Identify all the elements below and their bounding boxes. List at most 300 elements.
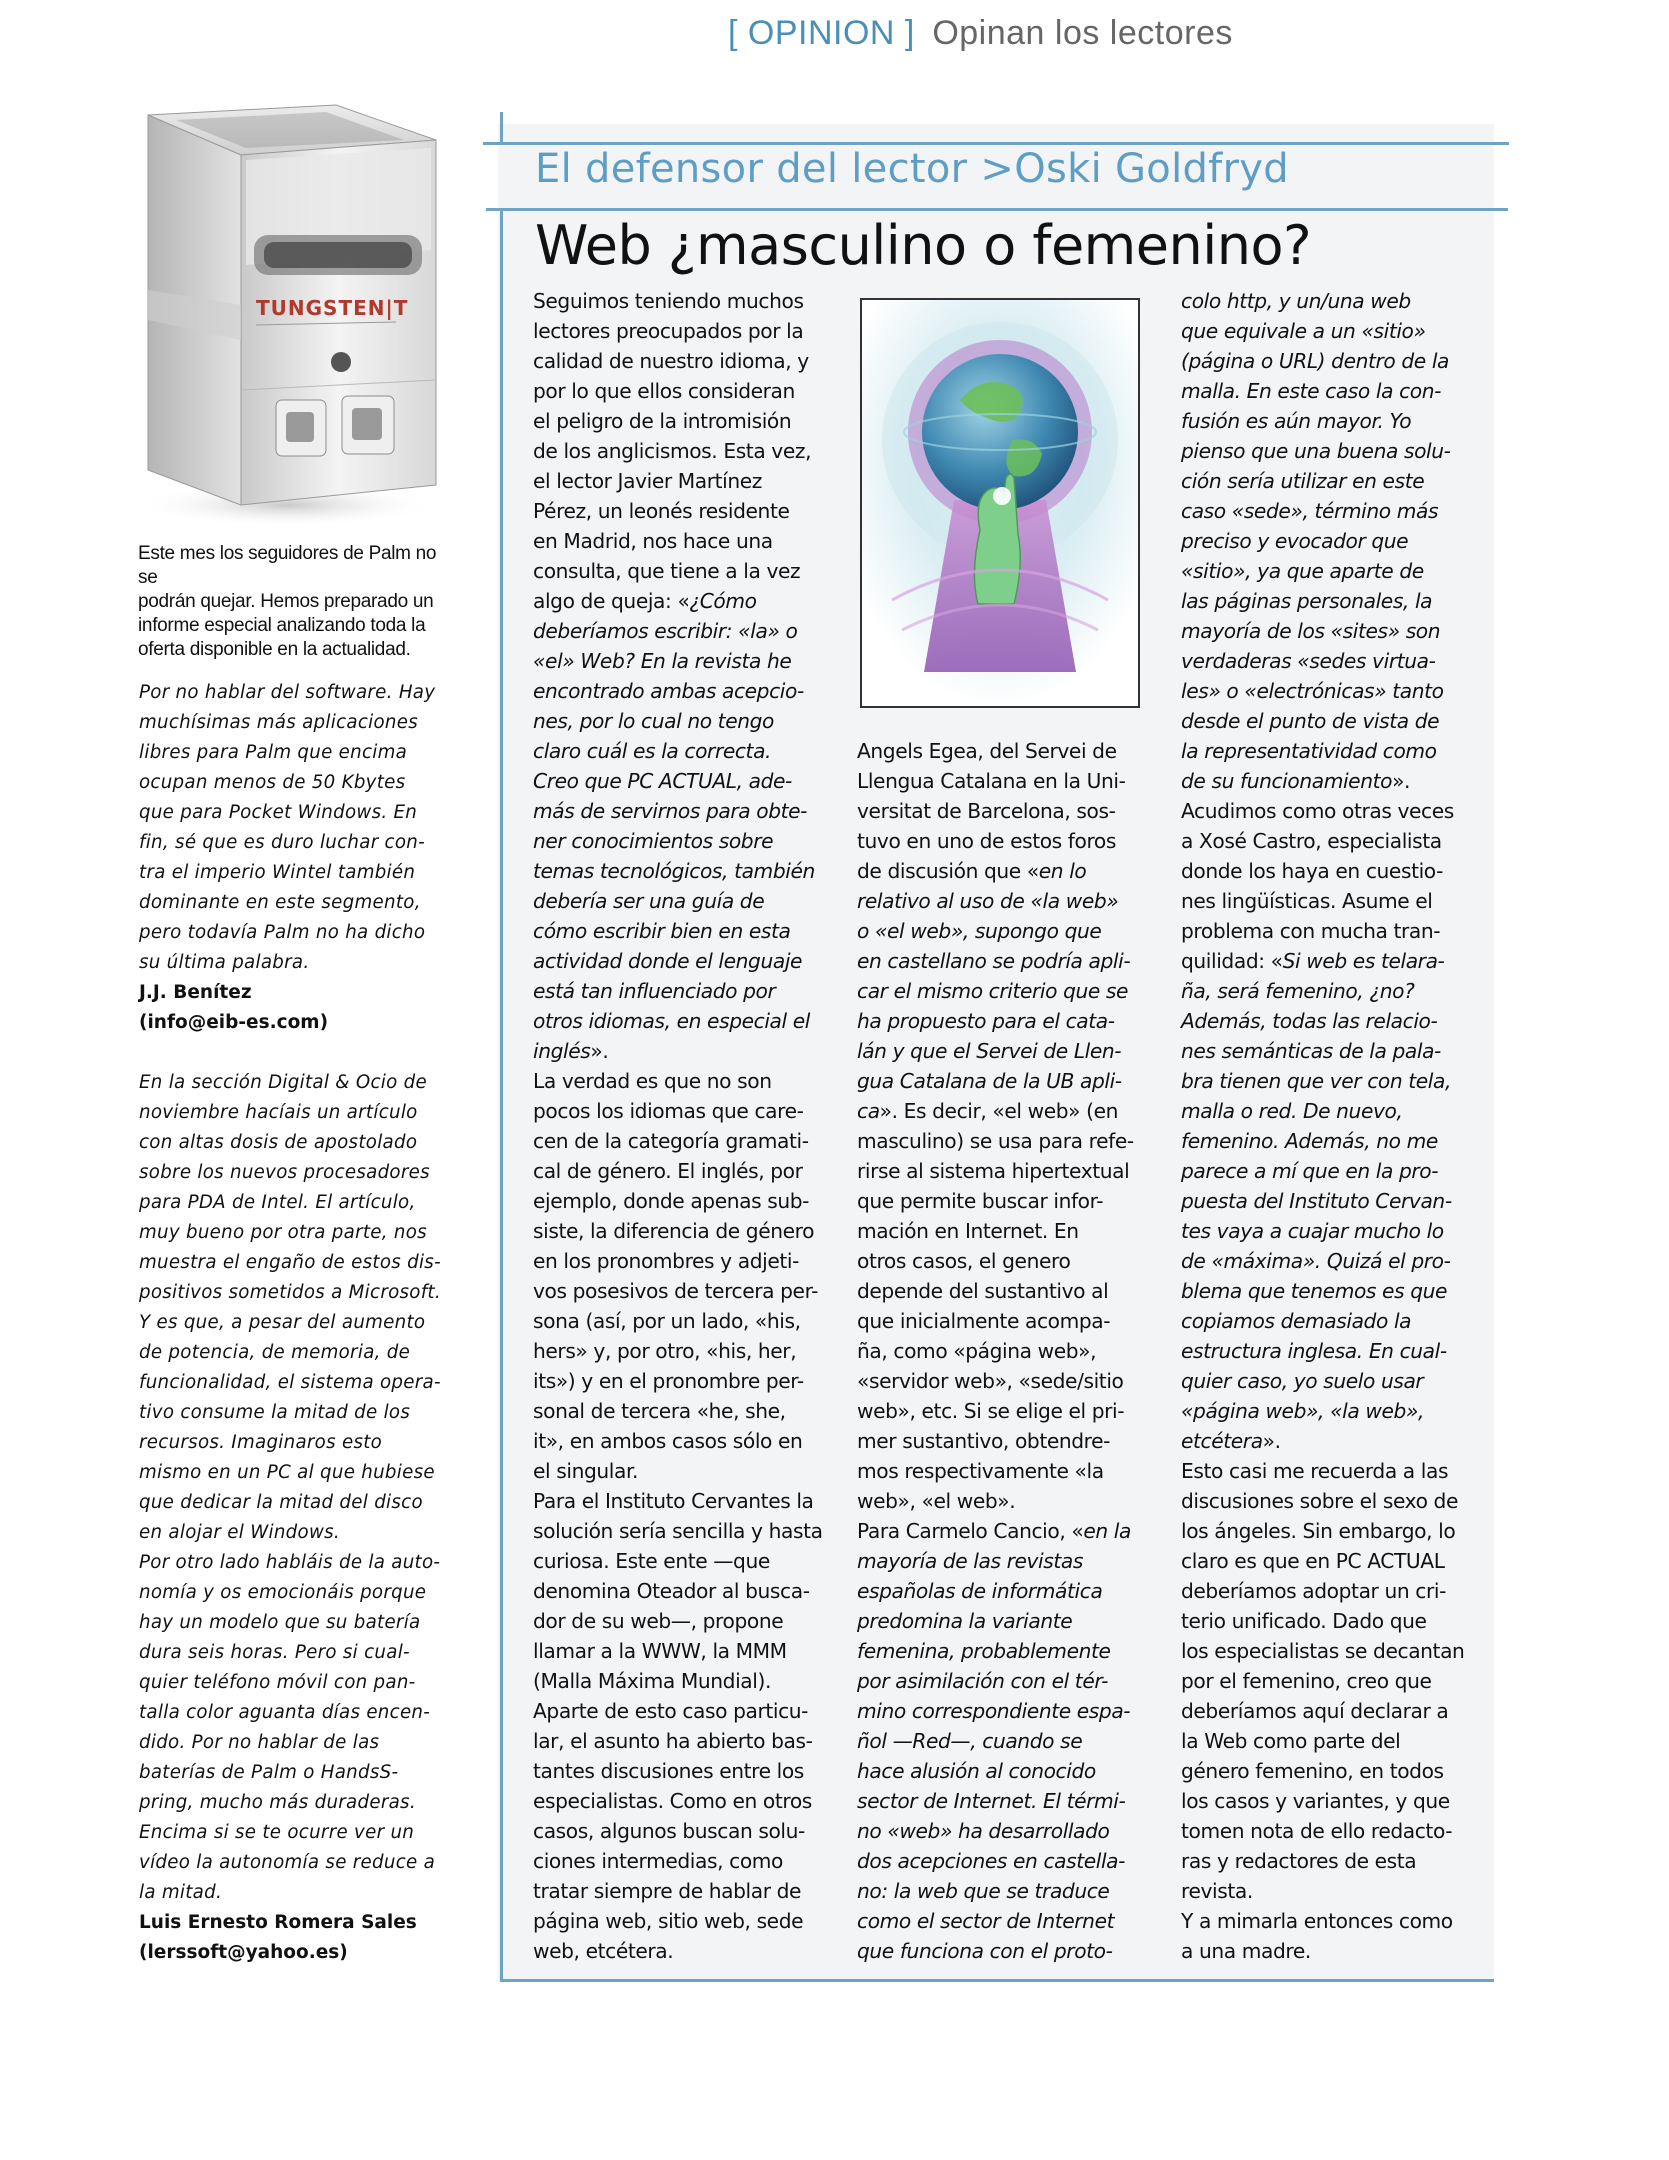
article-line-text: Seguimos teniendo muchos [533, 289, 804, 313]
article-line [1181, 1276, 1477, 1306]
article-line-text: Angels Egea, del Servei de [857, 739, 1117, 763]
letter-line: de potencia, de memoria, de [139, 1342, 411, 1363]
article-line [1181, 1816, 1477, 1846]
letter-line: En la sección Digital & Ocio de [139, 1072, 427, 1093]
article-line [1181, 406, 1477, 436]
article-line-text: car el mismo criterio que se [857, 979, 1129, 1003]
article-line-text: gua Catalana de la UB apli- [857, 1069, 1122, 1093]
article-line-tail: ¿Cómo [689, 589, 757, 613]
article-line [857, 976, 1149, 1006]
article-line [857, 1246, 1149, 1276]
article-line [1181, 1096, 1477, 1126]
article-line [1181, 796, 1477, 826]
article-line-text: que funciona con el proto- [857, 1939, 1113, 1963]
article-line [1181, 346, 1477, 376]
article-line [533, 1606, 825, 1636]
article-line [857, 946, 1149, 976]
article-line-text: solución sería sencilla y hasta [533, 1519, 823, 1543]
article-line [533, 1876, 825, 1906]
article-line-text: malla o red. De nuevo, [1181, 1099, 1403, 1123]
article-line-text: «página web», «la web», [1181, 1399, 1424, 1423]
letter-line: baterías de Palm o HandsS- [139, 1762, 399, 1783]
article-line-text: malla. En este caso la con- [1181, 379, 1441, 403]
article-line-text: versitat de Barcelona, sos- [857, 799, 1116, 823]
panel-bottom-rule [500, 1979, 1494, 1982]
article-line-text: sona (así, por un lado, «his, [533, 1309, 801, 1333]
article-line-text: revista. [1181, 1879, 1253, 1903]
letter-line: muy bueno por otra parte, nos [139, 1222, 427, 1243]
article-line [857, 1006, 1149, 1036]
article-line-text: sonal de tercera «he, she, [533, 1399, 786, 1423]
letter-line: positivos sometidos a Microsoft. [139, 1282, 441, 1303]
article-line [857, 826, 1149, 856]
article-line-text: sector de Internet. El térmi- [857, 1789, 1126, 1813]
article-line [1181, 1366, 1477, 1396]
article-line-text: por lo que ellos consideran [533, 379, 795, 403]
article-line-text: los casos y variantes, y que [1181, 1789, 1450, 1813]
article-line [1181, 1246, 1477, 1276]
article-line [533, 1246, 825, 1276]
article-line-text: actividad donde el lenguaje [533, 949, 803, 973]
article-line-text: en Madrid, nos hace una [533, 529, 773, 553]
article-line-text: quier caso, yo suelo usar [1181, 1369, 1424, 1393]
article-line-tail: ». Es decir, «el web» (en [879, 1099, 1119, 1123]
article-line-text: (página o URL) dentro de la [1181, 349, 1450, 373]
article-line-text: femenino. Además, no me [1181, 1129, 1438, 1153]
article-line-text: tuvo en uno de estos foros [857, 829, 1116, 853]
article-line-text: predomina la variante [857, 1609, 1073, 1633]
article-line [857, 1276, 1149, 1306]
article-line-text: debería ser una guía de [533, 889, 765, 913]
article-line-text: pienso que una buena solu- [1181, 439, 1451, 463]
article-line-text: it», en ambos casos sólo en [533, 1429, 803, 1453]
article-line [857, 736, 1149, 766]
article-headline: Web ¿masculino o femenino? [535, 214, 1312, 277]
article-line-text: de discusión que « [857, 859, 1039, 883]
article-line-text: temas tecnológicos, también [533, 859, 815, 883]
article-line-text: mer sustantivo, obtendre- [857, 1429, 1111, 1453]
article-line-text: caso «sede», término más [1181, 499, 1439, 523]
letter-line: ocupan menos de 50 Kbytes [139, 772, 406, 793]
article-line [533, 466, 825, 496]
article-line [1181, 1216, 1477, 1246]
panel-tick-mark [500, 112, 503, 142]
keyhole-globe-illustration [860, 298, 1140, 708]
article-line [1181, 826, 1477, 856]
article-line [857, 1726, 1149, 1756]
article-line-text: Para Carmelo Cancio, « [857, 1519, 1084, 1543]
article-line-text: cen de la categoría gramati- [533, 1129, 809, 1153]
article-line-text: «el» Web? En la revista he [533, 649, 792, 673]
article-line [857, 1426, 1149, 1456]
letter-line: quier teléfono móvil con pan- [139, 1672, 416, 1693]
article-line-text: preciso y evocador que [1181, 529, 1409, 553]
article-line-text: tes vaya a cuajar mucho lo [1181, 1219, 1444, 1243]
article-line-text: La verdad es que no son [533, 1069, 772, 1093]
article-line-text: está tan influenciado por [533, 979, 776, 1003]
article-line-text: terio unificado. Dado que [1181, 1609, 1427, 1633]
article-line-text: problema con mucha tran- [1181, 919, 1441, 943]
article-line-text: colo http, y un/una web [1181, 289, 1411, 313]
article-line [1181, 1396, 1477, 1426]
article-line [533, 556, 825, 586]
article-line [533, 1786, 825, 1816]
article-line-text: los ángeles. Sin embargo, lo [1181, 1519, 1456, 1543]
article-column-2 [857, 736, 1149, 1966]
article-line-text: no: la web que se traduce [857, 1879, 1110, 1903]
article-line-text: que equivale a un «sitio» [1181, 319, 1426, 343]
article-line-text: ejemplo, donde apenas sub- [533, 1189, 810, 1213]
photo-caption [138, 542, 448, 662]
article-line-text: o «el web», supongo que [857, 919, 1102, 943]
article-line-text: les» o «electrónicas» tanto [1181, 679, 1444, 703]
article-line-text: claro es que en PC ACTUAL [1181, 1549, 1445, 1573]
article-line [1181, 1516, 1477, 1546]
article-line [533, 946, 825, 976]
letter-line: Por no hablar del software. Hay [139, 682, 436, 703]
article-line [1181, 286, 1477, 316]
article-line [533, 856, 825, 886]
letter-line: para PDA de Intel. El artículo, [139, 1192, 416, 1213]
article-line-tail: ». [1392, 769, 1411, 793]
article-line [1181, 646, 1477, 676]
article-line [533, 1396, 825, 1426]
article-line [1181, 1936, 1477, 1966]
article-line [533, 1936, 825, 1966]
article-line-text: la representatividad como [1181, 739, 1437, 763]
article-line-text: los especialistas se decantan [1181, 1639, 1465, 1663]
article-line [533, 346, 825, 376]
article-line [857, 1396, 1149, 1426]
article-line [1181, 1546, 1477, 1576]
article-line [1181, 1726, 1477, 1756]
article-line [1181, 1426, 1477, 1456]
column-kicker: El defensor del lector >Oski Goldfryd [535, 146, 1289, 192]
article-line [857, 796, 1149, 826]
article-line [857, 1786, 1149, 1816]
article-line [533, 796, 825, 826]
article-line-text: Además, todas las relacio- [1181, 1009, 1438, 1033]
article-line-text: consulta, que tiene a la vez [533, 559, 801, 583]
article-line [1181, 496, 1477, 526]
article-line [857, 1906, 1149, 1936]
article-line-text: tratar siempre de hablar de [533, 1879, 802, 1903]
article-line [1181, 1306, 1477, 1336]
article-line-text: tomen nota de ello redacto- [1181, 1819, 1453, 1843]
article-line [533, 1816, 825, 1846]
product-photo [136, 100, 446, 530]
article-line-text: cal de género. El inglés, por [533, 1159, 803, 1183]
article-line-text: nes, por lo cual no tengo [533, 709, 774, 733]
letter-line: noviembre hacíais un artículo [139, 1102, 418, 1123]
article-line [533, 496, 825, 526]
article-line-text: género femenino, en todos [1181, 1759, 1444, 1783]
article-line-text: ña, como «página web», [857, 1339, 1097, 1363]
article-line-text: web», «el web». [857, 1489, 1016, 1513]
article-line [1181, 586, 1477, 616]
article-line [1181, 1456, 1477, 1486]
letter-line: tra el imperio Wintel también [139, 862, 416, 883]
article-line-text: deberíamos aquí declarar a [1181, 1699, 1449, 1723]
article-line-text: de los anglicismos. Esta vez, [533, 439, 812, 463]
article-line-tail: en la [1083, 1519, 1131, 1543]
article-line-text: etcétera [1181, 1429, 1263, 1453]
letter-line: dido. Por no hablar de las [139, 1732, 380, 1753]
article-line-text: Esto casi me recuerda a las [1181, 1459, 1449, 1483]
article-line-text: el peligro de la intromisión [533, 409, 792, 433]
article-line [857, 1186, 1149, 1216]
article-line-text: mino correspondiente espa- [857, 1699, 1131, 1723]
product-brand-text: TUNGSTEN|T [256, 296, 409, 320]
article-line [1181, 616, 1477, 646]
letter-line: que para Pocket Windows. En [139, 802, 418, 823]
article-line-text: españolas de informática [857, 1579, 1103, 1603]
article-line [1181, 736, 1477, 766]
caption-line: podrán quejar. Hemos preparado un [138, 591, 434, 612]
article-line-text: ras y redactores de esta [1181, 1849, 1417, 1873]
article-line [533, 436, 825, 466]
article-line [1181, 526, 1477, 556]
article-line-text: casos, algunos buscan solu- [533, 1819, 805, 1843]
article-line-text: ha propuesto para el cata- [857, 1009, 1115, 1033]
letter-line: su última palabra. [139, 952, 310, 973]
article-line-text: algo de queja: « [533, 589, 690, 613]
article-line [533, 1366, 825, 1396]
article-line-text: a una madre. [1181, 1939, 1311, 1963]
article-line [533, 976, 825, 1006]
article-line-text: la Web como parte del [1181, 1729, 1401, 1753]
article-line [1181, 1666, 1477, 1696]
article-line [533, 1096, 825, 1126]
article-line [1181, 1186, 1477, 1216]
letter-line: Encima si se te ocurre ver un [139, 1822, 415, 1843]
article-line [1181, 1576, 1477, 1606]
article-line-text: ñol —Red—, cuando se [857, 1729, 1083, 1753]
article-line-text: discusiones sobre el sexo de [1181, 1489, 1458, 1513]
article-line-text: como el sector de Internet [857, 1909, 1115, 1933]
article-line [857, 766, 1149, 796]
article-line [1181, 1876, 1477, 1906]
article-line [1181, 1846, 1477, 1876]
article-line-text: tantes discusiones entre los [533, 1759, 804, 1783]
article-line [857, 1696, 1149, 1726]
article-line-text: encontrado ambas acepcio- [533, 679, 804, 703]
article-line-text: relativo al uso de «la web» [857, 889, 1119, 913]
article-line-text: Aparte de esto caso particu- [533, 1699, 809, 1723]
article-line-text: Llengua Catalana en la Uni- [857, 769, 1126, 793]
article-line-text: mación en Internet. En [857, 1219, 1079, 1243]
article-line [533, 376, 825, 406]
section-header [728, 14, 1233, 53]
article-line [1181, 556, 1477, 586]
article-line-tail: ». [590, 1039, 609, 1063]
article-line-text: de «máxima». Quizá el pro- [1181, 1249, 1451, 1273]
article-line [857, 1516, 1149, 1546]
article-line [533, 286, 825, 316]
article-line-text: a Xosé Castro, especialista [1181, 829, 1442, 853]
article-line-text: denomina Oteador al busca- [533, 1579, 810, 1603]
article-line-text: mayoría de las revistas [857, 1549, 1083, 1573]
article-line-text: nes semánticas de la pala- [1181, 1039, 1441, 1063]
article-line [1181, 676, 1477, 706]
article-line [533, 1576, 825, 1606]
article-line-text: el lector Javier Martínez [533, 469, 762, 493]
subtitle-rule [486, 208, 1508, 211]
globe-hand-art [862, 300, 1138, 706]
letter-line: pring, mucho más duraderas. [139, 1792, 416, 1813]
article-line [533, 526, 825, 556]
article-line [1181, 706, 1477, 736]
article-line-text: página web, sitio web, sede [533, 1909, 804, 1933]
article-line [1181, 1756, 1477, 1786]
panel-top-rule [483, 142, 1509, 145]
article-line [857, 1456, 1149, 1486]
caption-line: oferta disponible en la actualidad. [138, 639, 411, 660]
article-line [857, 1816, 1149, 1846]
letter-line: recursos. Imaginaros esto [139, 1432, 383, 1453]
article-line-tail: en lo [1038, 859, 1087, 883]
article-line-text: siste, la diferencia de género [533, 1219, 815, 1243]
article-line-text: masculino) se usa para refe- [857, 1129, 1134, 1153]
letter-line: Por otro lado habláis de la auto- [139, 1552, 441, 1573]
article-line [1181, 1696, 1477, 1726]
article-line [1181, 1606, 1477, 1636]
article-line-text: inglés [533, 1039, 591, 1063]
article-line-text: otros idiomas, en especial el [533, 1009, 810, 1033]
article-line [857, 1756, 1149, 1786]
letter-line: que dedicar la mitad del disco [139, 1492, 423, 1513]
article-line [533, 1216, 825, 1246]
article-line [1181, 1336, 1477, 1366]
article-line-text: estructura inglesa. En cual- [1181, 1339, 1447, 1363]
article-line [533, 1306, 825, 1336]
article-line [533, 916, 825, 946]
letter-line: libres para Palm que encima [139, 742, 408, 763]
article-line-text: parece a mí que en la pro- [1181, 1159, 1439, 1183]
letter-line: nomía y os emocionáis porque [139, 1582, 427, 1603]
article-line [1181, 1036, 1477, 1066]
article-line [1181, 316, 1477, 346]
article-line-text: lectores preocupados por la [533, 319, 804, 343]
article-line [533, 1006, 825, 1036]
section-label: [ OPINION ] [728, 14, 915, 52]
article-line [533, 1486, 825, 1516]
article-line [857, 1156, 1149, 1186]
panel-left-rule [500, 208, 503, 1982]
article-line [1181, 466, 1477, 496]
article-line-text: bra tienen que ver con tela, [1181, 1069, 1451, 1093]
article-line [857, 1366, 1149, 1396]
article-line [1181, 916, 1477, 946]
article-line [533, 1066, 825, 1096]
article-line [1181, 1066, 1477, 1096]
article-line [533, 886, 825, 916]
caption-line: informe especial analizando toda la [138, 615, 426, 636]
letter-line: funcionalidad, el sistema opera- [139, 1372, 441, 1393]
article-line [857, 1066, 1149, 1096]
article-line-text: hers» y, por otro, «his, her, [533, 1339, 797, 1363]
article-line-text: ción sería utilizar en este [1181, 469, 1425, 493]
article-line [857, 1486, 1149, 1516]
article-line-text: cómo escribir bien en esta [533, 919, 791, 943]
article-line-text: hace alusión al conocido [857, 1759, 1096, 1783]
article-line-text: (Malla Máxima Mundial). [533, 1669, 771, 1693]
article-line-text: llamar a la WWW, la MMM [533, 1639, 787, 1663]
article-line-text: que permite buscar infor- [857, 1189, 1104, 1213]
article-line [1181, 1486, 1477, 1516]
article-line-text: dor de su web—, propone [533, 1609, 784, 1633]
article-line [533, 1336, 825, 1366]
article-line [857, 1846, 1149, 1876]
article-line [857, 1126, 1149, 1156]
article-line [1181, 1636, 1477, 1666]
article-line [533, 706, 825, 736]
article-line-text: pocos los idiomas que care- [533, 1099, 804, 1123]
caption-line: Este mes los seguidores de Palm no se [138, 543, 437, 588]
article-line-text: Para el Instituto Cervantes la [533, 1489, 814, 1513]
article-line [857, 1546, 1149, 1576]
section-sublabel: Opinan los lectores [932, 14, 1233, 52]
letter-line: vídeo la autonomía se reduce a [139, 1852, 436, 1873]
article-line [533, 1546, 825, 1576]
article-line-text: dos acepciones en castella- [857, 1849, 1126, 1873]
article-line-text: its») y en el pronombre per- [533, 1369, 804, 1393]
letter-author: J.J. Benítez [139, 982, 252, 1003]
article-line-text: ner conocimientos sobre [533, 829, 774, 853]
article-line [533, 1276, 825, 1306]
article-line-text: deberíamos escribir: «la» o [533, 619, 798, 643]
article-line [857, 1936, 1149, 1966]
article-line-text: calidad de nuestro idioma, y [533, 349, 809, 373]
article-line [857, 1876, 1149, 1906]
article-line [533, 1186, 825, 1216]
letter-line: con altas dosis de apostolado [139, 1132, 418, 1153]
article-line [533, 646, 825, 676]
article-line [1181, 856, 1477, 886]
article-line [533, 1906, 825, 1936]
article-line [1181, 976, 1477, 1006]
article-line-text: copiamos demasiado la [1181, 1309, 1412, 1333]
article-line [533, 766, 825, 796]
article-line [1181, 1126, 1477, 1156]
article-line-text: más de servirnos para obte- [533, 799, 808, 823]
article-line [857, 1336, 1149, 1366]
article-line [857, 886, 1149, 916]
article-line-text: vos posesivos de tercera per- [533, 1279, 819, 1303]
letter-benitez [139, 678, 449, 1038]
letter-line: mismo en un PC al que hubiese [139, 1462, 435, 1483]
article-column-3 [1181, 286, 1477, 1966]
article-line-text: otros casos, el genero [857, 1249, 1071, 1273]
article-line [533, 1666, 825, 1696]
article-line [533, 1756, 825, 1786]
article-line [533, 736, 825, 766]
article-line [857, 856, 1149, 886]
article-line-text: «sitio», ya que aparte de [1181, 559, 1424, 583]
article-line-text: de su funcionamiento [1181, 769, 1393, 793]
article-line [857, 1576, 1149, 1606]
article-line-text: Creo que PC ACTUAL, ade- [533, 769, 792, 793]
letter-email: (info@eib-es.com) [139, 1012, 329, 1033]
article-line-text: las páginas personales, la [1181, 589, 1433, 613]
letter-line: Y es que, a pesar del aumento [139, 1312, 426, 1333]
article-line-text: mayoría de los «sites» son [1181, 619, 1441, 643]
article-line-text: web, etcétera. [533, 1939, 674, 1963]
letter-line: sobre los nuevos procesadores [139, 1162, 430, 1183]
article-line-text: claro cuál es la correcta. [533, 739, 772, 763]
article-line-text: depende del sustantivo al [857, 1279, 1109, 1303]
article-line-text: fusión es aún mayor. Yo [1181, 409, 1412, 433]
